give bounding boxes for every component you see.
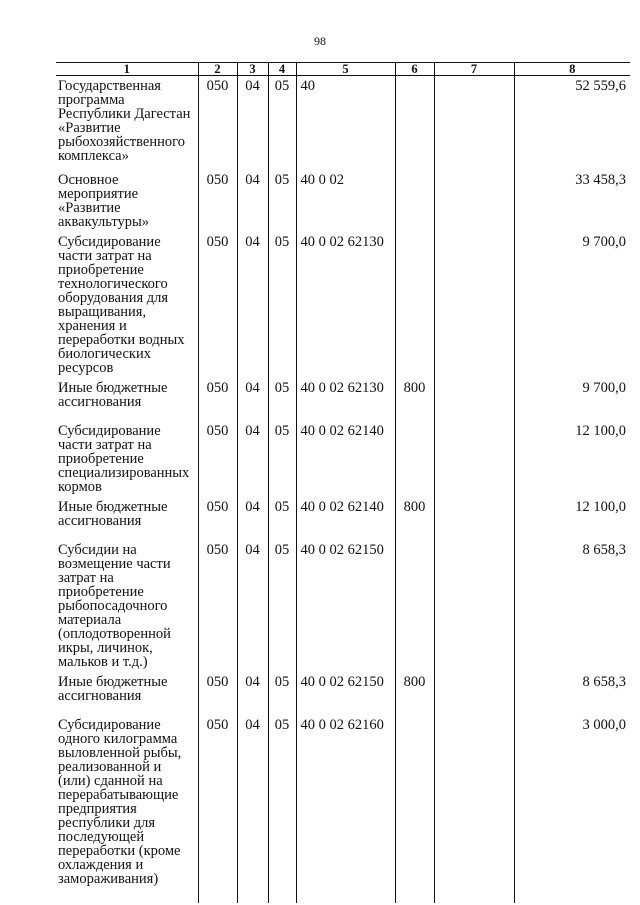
cell-col-6: 800: [395, 375, 434, 418]
cell-amount: 3 000,0: [514, 712, 630, 903]
row-name: Иные бюджетные ассигнования: [58, 674, 168, 704]
column-header-3: 3: [237, 63, 268, 76]
cell-col-7: [434, 494, 514, 537]
table-row: [56, 669, 630, 712]
table-row: [56, 418, 630, 494]
cell-col-4: 05: [268, 167, 296, 229]
cell-col-3: 04: [237, 229, 268, 375]
cell-col-2: 050: [198, 76, 237, 168]
cell-col-7: [434, 418, 514, 494]
cell-col-4: 05: [268, 375, 296, 418]
table-row: [56, 494, 630, 537]
cell-col-5: 40 0 02 62140: [296, 494, 395, 537]
column-header-1: 1: [56, 63, 198, 76]
cell-col-3: 04: [237, 537, 268, 669]
cell-col-3: 04: [237, 669, 268, 712]
cell-col-6: [395, 167, 434, 229]
cell-col-4: 05: [268, 229, 296, 375]
cell-col-2: 050: [198, 418, 237, 494]
cell-col-5: 40 0 02 62130: [296, 375, 395, 418]
cell-col-4: 05: [268, 494, 296, 537]
table-row: [56, 229, 630, 375]
cell-amount: 8 658,3: [514, 537, 630, 669]
cell-col-4: 05: [268, 712, 296, 903]
row-name: Государственная программа Республики Дагестан «Развитие рыбохозяйственного комплекса»: [58, 78, 191, 164]
column-header-4: 4: [268, 63, 296, 76]
table-row: [56, 712, 630, 903]
column-header-6: 6: [395, 63, 434, 76]
cell-col-6: 800: [395, 669, 434, 712]
column-header-8: 8: [514, 63, 630, 76]
cell-col-5: 40 0 02 62160: [296, 712, 395, 903]
table-row: [56, 537, 630, 669]
cell-col-5: 40 0 02 62150: [296, 669, 395, 712]
cell-amount: 52 559,6: [514, 76, 630, 168]
cell-col-3: 04: [237, 76, 268, 168]
cell-col-5: 40 0 02 62150: [296, 537, 395, 669]
cell-col-6: 800: [395, 494, 434, 537]
cell-col-4: 05: [268, 418, 296, 494]
row-name: Основное мероприятие «Развитие аквакультуры»: [58, 172, 149, 230]
row-name: Субсидирование части затрат на приобретение специализированных кормов: [58, 423, 190, 495]
table-header-row: [56, 63, 630, 76]
table-row: [56, 375, 630, 418]
cell-col-5: 40 0 02: [296, 167, 395, 229]
cell-amount: 12 100,0: [514, 418, 630, 494]
column-header-2: 2: [198, 63, 237, 76]
cell-col-4: 05: [268, 669, 296, 712]
row-name: Иные бюджетные ассигнования: [58, 499, 168, 529]
cell-col-3: 04: [237, 712, 268, 903]
table-row: [56, 167, 630, 229]
cell-col-7: [434, 229, 514, 375]
column-header-5: 5: [296, 63, 395, 76]
cell-amount: 12 100,0: [514, 494, 630, 537]
cell-col-3: 04: [237, 494, 268, 537]
cell-col-6: [395, 418, 434, 494]
cell-col-7: [434, 669, 514, 712]
row-name: Иные бюджетные ассигнования: [58, 380, 168, 410]
cell-col-7: [434, 375, 514, 418]
cell-col-6: [395, 537, 434, 669]
cell-col-2: 050: [198, 375, 237, 418]
cell-col-3: 04: [237, 418, 268, 494]
cell-col-7: [434, 537, 514, 669]
table-row: [56, 76, 630, 168]
row-name: Субсидирование части затрат на приобретение технологического оборудования для выращивания, хранения и переработки водных биологических ресурсов: [58, 234, 185, 376]
cell-amount: 8 658,3: [514, 669, 630, 712]
cell-col-4: 05: [268, 76, 296, 168]
cell-col-6: [395, 712, 434, 903]
cell-amount: 9 700,0: [514, 375, 630, 418]
row-name: Субсидии на возмещение части затрат на приобретение рыбопосадочного материала (оплодотворенной икры, личинок, мальков и т.д.): [58, 542, 171, 670]
cell-col-7: [434, 76, 514, 168]
budget-table: [56, 62, 630, 903]
cell-amount: 9 700,0: [514, 229, 630, 375]
cell-col-3: 04: [237, 167, 268, 229]
cell-col-3: 04: [237, 375, 268, 418]
cell-col-2: 050: [198, 669, 237, 712]
cell-col-5: 40: [296, 76, 395, 168]
cell-col-2: 050: [198, 229, 237, 375]
cell-col-4: 05: [268, 537, 296, 669]
row-name: Субсидирование одного килограмма выловленной рыбы, реализованной и (или) сданной на перерабатывающие предприятия республики для последующей переработки (кроме охлаждения и замораживания): [58, 717, 182, 887]
cell-col-2: 050: [198, 494, 237, 537]
cell-col-2: 050: [198, 167, 237, 229]
cell-col-2: 050: [198, 537, 237, 669]
cell-col-7: [434, 712, 514, 903]
cell-amount: 33 458,3: [514, 167, 630, 229]
cell-col-5: 40 0 02 62140: [296, 418, 395, 494]
cell-col-6: [395, 76, 434, 168]
column-header-7: 7: [434, 63, 514, 76]
page-number: 98: [314, 34, 326, 48]
cell-col-2: 050: [198, 712, 237, 903]
cell-col-5: 40 0 02 62130: [296, 229, 395, 375]
cell-col-7: [434, 167, 514, 229]
cell-col-6: [395, 229, 434, 375]
